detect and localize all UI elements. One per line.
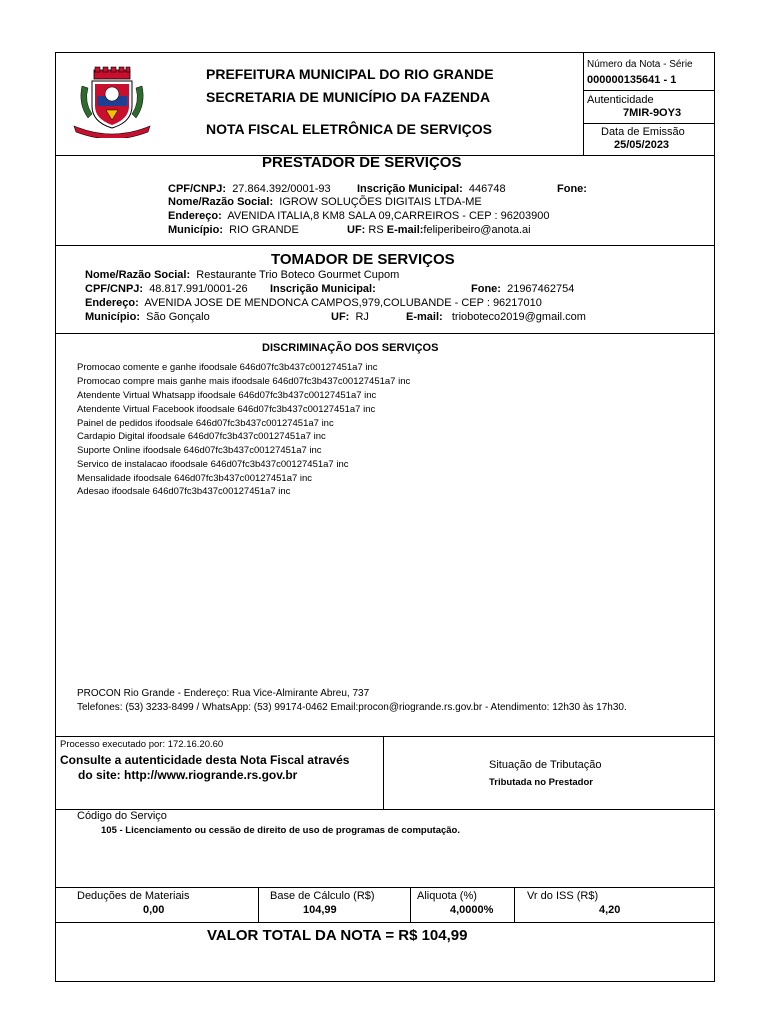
tomador-endereco-label: Endereço: [85,297,139,309]
situacao-value: Tributada no Prestador [489,777,593,788]
prestador-cpf-label: CPF/CNPJ: [168,183,227,195]
numero-label: Número da Nota - Série [587,59,693,70]
prestador-nome-row [168,197,482,208]
tomador-uf-value: RJ [355,311,369,323]
autenticidade-label: Autenticidade [587,94,654,106]
tomador-endereco-value: AVENIDA JOSE DE MENDONCA CAMPOS,979,COLUBANDE - CEP : 96217010 [144,297,542,309]
deducoes-value: 0,00 [143,904,165,916]
procon-address: PROCON Rio Grande - Endereço: Rua Vice-Almirante Abreu, 737 [77,688,370,699]
emissao-label: Data de Emissão [601,126,685,138]
codigo-label: Código do Serviço [77,810,167,822]
divider-situacao [383,736,384,809]
tomador-nome-row [85,270,399,281]
aliquota-value: 4,0000% [450,904,494,916]
service-item: Suporte Online ifoodsale 646d07fc3b437c00127451a7 inc [77,445,322,456]
situacao-label: Situação de Tributação [489,759,602,771]
consulte-line2: do site: http://www.riogrande.rs.gov.br [78,768,298,782]
tomador-title: TOMADOR DE SERVIÇOS [271,251,455,268]
prestador-uf-row [347,225,531,236]
tomador-municipio-value: São Gonçalo [146,311,210,323]
emissao-value: 25/05/2023 [614,139,670,151]
divider-base [258,887,259,922]
divider-numero [583,90,715,91]
header-document-type: NOTA FISCAL ELETRÔNICA DE SERVIÇOS [206,121,492,137]
processo-info: Processo executado por: 172.16.20.60 [60,739,224,750]
discriminacao-title: DISCRIMINAÇÃO DOS SERVIÇOS [262,342,439,354]
prestador-im-label: Inscrição Municipal: [357,183,463,195]
service-item: Painel de pedidos ifoodsale 646d07fc3b437c00127451a7 inc [77,418,334,429]
divider-totals [55,922,715,923]
header-prefeitura: PREFEITURA MUNICIPAL DO RIO GRANDE [206,66,494,82]
service-item: Mensalidade ifoodsale 646d07fc3b437c00127451a7 inc [77,473,313,484]
tomador-nome-label: Nome/Razão Social: [85,269,191,281]
tomador-cpf-row [85,284,248,295]
prestador-municipio-row [168,225,299,236]
prestador-fone-label: Fone: [557,183,587,195]
divider-tomador [55,333,715,334]
tomador-endereco-row [85,298,542,309]
autenticidade-value: 7MIR-9OY3 [623,107,682,119]
aliquota-label: Aliquota (%) [417,890,477,902]
service-item: Atendente Virtual Facebook ifoodsale 646d07fc3b437c00127451a7 inc [77,404,376,415]
prestador-cpf-value: 27.864.392/0001-93 [232,183,331,195]
prestador-endereco-row [168,211,550,222]
divider-aliquota [410,887,411,922]
tomador-municipio-row [85,312,210,323]
prestador-uf-value: RS [368,224,384,236]
prestador-fone-row [557,184,587,195]
service-item: Promocao compre mais ganhe mais ifoodsale 646d07fc3b437c00127451a7 inc [77,376,411,387]
tomador-fone-row [471,284,574,295]
prestador-email-value: feliperibeiro@anota.ai [423,224,531,236]
prestador-nome-label: Nome/Razão Social: [168,196,274,208]
city-crest-logo [72,66,152,138]
header-secretaria: SECRETARIA DE MUNICÍPIO DA FAZENDA [206,89,491,105]
tomador-uf-row [331,312,369,323]
prestador-title: PRESTADOR DE SERVIÇOS [262,154,462,171]
prestador-uf-label: UF: [347,224,366,236]
prestador-municipio-value: RIO GRANDE [229,224,299,236]
codigo-value: 105 - Licenciamento ou cessão de direito de uso de programas de computação. [101,825,460,836]
valor-total: VALOR TOTAL DA NOTA = R$ 104,99 [207,927,468,944]
tomador-email-label: E-mail: [406,311,443,323]
tomador-fone-value: 21967462754 [507,283,575,295]
tomador-email-row [406,312,586,323]
service-item: Promocao comente e ganhe ifoodsale 646d07fc3b437c00127451a7 inc [77,362,378,373]
consulte-line1: Consulte a autenticidade desta Nota Fiscal através [60,753,350,767]
divider-autenticidade [583,123,715,124]
tomador-municipio-label: Município: [85,311,140,323]
prestador-email-label: E-mail: [386,224,424,236]
tomador-email-value: trioboteco2019@gmail.com [451,311,586,323]
tomador-nome-value: Restaurante Trio Boteco Gourmet Cupom [196,269,400,281]
tomador-im-row [270,284,376,295]
divider-prestador [55,245,715,246]
tomador-cpf-value: 48.817.991/0001-26 [149,283,248,295]
prestador-municipio-label: Município: [168,224,223,236]
iss-value: 4,20 [599,904,621,916]
iss-label: Vr do ISS (R$) [527,890,599,902]
divider-header-right [583,52,584,155]
base-calculo-label: Base de Cálculo (R$) [270,890,375,902]
prestador-nome-value: IGROW SOLUÇÕES DIGITAIS LTDA-ME [279,196,482,208]
service-item: Cardapio Digital ifoodsale 646d07fc3b437c00127451a7 inc [77,431,326,442]
service-item: Atendente Virtual Whatsapp ifoodsale 646d07fc3b437c00127451a7 inc [77,390,377,401]
prestador-im-value: 446748 [468,183,506,195]
numero-value: 000000135641 - 1 [587,74,677,86]
prestador-cpf-row [168,184,331,195]
divider-codigo [55,887,715,888]
prestador-endereco-label: Endereço: [168,210,222,222]
service-item: Servico de instalacao ifoodsale 646d07fc3b437c00127451a7 inc [77,459,349,470]
base-calculo-value: 104,99 [303,904,337,916]
divider-discriminacao [55,736,715,737]
deducoes-label: Deduções de Materiais [77,890,190,902]
tomador-cpf-label: CPF/CNPJ: [85,283,144,295]
divider-iss [514,887,515,922]
prestador-im-row [357,184,506,195]
tomador-uf-label: UF: [331,311,350,323]
tomador-im-label: Inscrição Municipal: [270,283,376,295]
procon-contacts: Telefones: (53) 3233-8499 / WhatsApp: (53) 99174-0462 Email:procon@riogrande.rs.gov.br - Atendimento: 12h30 às 17h30. [77,702,627,713]
service-item: Adesao ifoodsale 646d07fc3b437c00127451a7 inc [77,486,291,497]
tomador-fone-label: Fone: [471,283,501,295]
prestador-endereco-value: AVENIDA ITALIA,8 KM8 SALA 09,CARREIROS - CEP : 96203900 [227,210,550,222]
